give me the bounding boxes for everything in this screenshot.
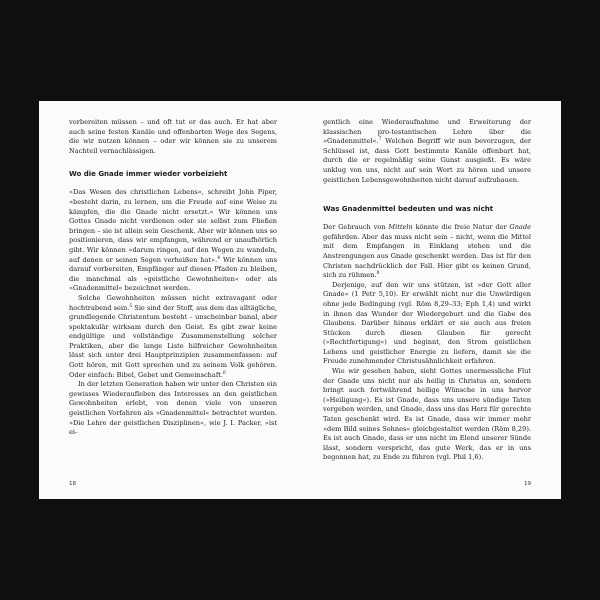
- right-page: [299, 101, 561, 499]
- footnote-marker[interactable]: 4: [217, 255, 221, 261]
- footnote-marker[interactable]: 5: [129, 303, 133, 309]
- footnote-marker[interactable]: 6: [223, 370, 226, 376]
- paragraph: In der letzten Generation haben wir unter den Christen ein gewisses Wiederaufleben des Interesses an den geistlichen Gewohnheiten erlebt, von denen viele von unseren geistlichen Vorfahren als »Gnadenmittel« betrachtet wurden. »Die Lehre der geistlichen Disziplinen«, wie J. I. Packer, »ist ei-: [69, 380, 277, 437]
- left-page: [39, 101, 301, 499]
- section-heading: Was Gnadenmittel bedeuten und was nicht: [323, 205, 494, 214]
- paragraph: gentlich eine Wiederaufnahme und Erweiterung der klassischen pro-testantischen Lehre über die »Gnadenmittel«.$^7$ Welchen Begriff wir nun bevorzugen, der Schlüssel ist, dass Gott bestimmte Kanäle offenbart hat, durch die er regelmäßig seine Gunst ausgießt. Es wäre unklug von uns, nicht auf sein Wort zu hören und unsere geistlichen Lebensgewohnheiten nicht darauf aufzubauen.: [323, 118, 531, 184]
- page-number: 19: [524, 481, 531, 487]
- paragraph: Solche Gewohnheiten müssen nicht extravagant oder hochtrabend sein.$^5$ Sie sind der Stoff, aus dem das alltägliche, grundlegende Christentum besteht – unscheinbar banal, aber spektakulär wirksam durch den Geist. Es gibt zwar keine endgültige und vollständige Zusammenstellung solcher Praktiken, aber die lange Liste hilfreicher Gewohnheiten lässt sich unter drei Hauptprinzipien zusammenfassen: auf Gott hören, mit Gott sprechen und zu seinem Volk gehören. Oder einfach: Bibel, Gebet und Gemeinschaft.$^6$: [69, 293, 277, 379]
- footnote-marker[interactable]: 8: [376, 270, 380, 276]
- section-heading: Wo die Gnade immer wieder vorbeizieht: [69, 170, 228, 179]
- paragraph: »Das Wesen des christlichen Lebens«, schreibt John Piper, »besteht darin, zu lernen, um die Freude auf eine Weise zu kämpfen, die die Gnade nicht ersetzt.« Wir können uns Gottes Gnade nicht verdienen oder sie selbst zum Fließen bringen – sie ist allein sein Geschenk. Aber wir können uns so positionieren, dass wir empfangen, während er unaufhörlich gibt. Wir können »darum ringen, auf den Wegen zu wandeln, auf denen er seinen Segen verheißen hat«.$^4$ Wir können uns darauf vorbereiten, Empfänger auf diesen Pfaden zu bleiben, die manchmal als »geistliche Gewohnheiten« oder als »Gnadenmittel« bezeichnet werden.: [69, 188, 277, 293]
- paragraph: Der Gebrauch von Mitteln könnte die freie Natur der Gnade gefährden. Aber das muss nicht sein – nicht, wenn die Mittel mit dem Empfangen in Einklang stehen und die Anstrengungen aus Gnade geschenkt werden. Das ist für den Christen nachdrücklich der Fall. Hier gibt es keinen Grund, sich zu rühmen.$^8$: [323, 223, 531, 280]
- footnote-marker[interactable]: 7: [378, 137, 382, 142]
- paragraph: vorbereiten müssen – und oft tut er das auch. Er hat aber auch seine festen Kanäle und offenbarten Wege des Segens, die wir nutzen können – oder wir können sie zu unserem Nachteil vernachlässigen.: [69, 118, 277, 155]
- paragraph: Wie wir gesehen haben, sieht Gottes unermessliche Flut der Gnade uns nicht nur als heilig in Christus an, sondern bringt auch fortwährend heilige Wünsche in uns hervor (»Heiligung«). Es ist Gnade, dass uns unsere sündige Taten vergeben werden, und Gnade, dass uns das Herz für gerechte Taten geschenkt wird. Es ist Gnade, dass wir immer mehr »dem Bild seines Sohnes« gleichgestaltet werden (Röm 8,29). Es ist auch Gnade, dass er uns nicht im Elend unserer Sünde lässt, sondern verspricht, das gute Werk, das er in uns begonnen hat, zu Ende zu führen (vgl. Phil 1,6).: [323, 367, 531, 462]
- page-number: 18: [69, 481, 76, 487]
- paragraph: Derjenige, auf den wir uns stützen, ist »der Gott aller Gnade« (1 Petr 5,10). Er erwählt nicht nur die Unwürdigen ohne jede Bedingung (vgl. Röm 8,29–33; Eph 1,4) und wirkt in ihnen das Wunder der Wiedergeburt und die Gabe des Glaubens. Darüber hinaus erklärt er sie auch aus freien Stücken durch diesen Glauben für gerecht (»Rechtfertigung«) und beginnt, den Strom geistlichen Lebens und geistlicher Energie zu liefern, damit sie die Freude zunehmender Christusähnlichkeit erfahren.: [323, 280, 531, 366]
